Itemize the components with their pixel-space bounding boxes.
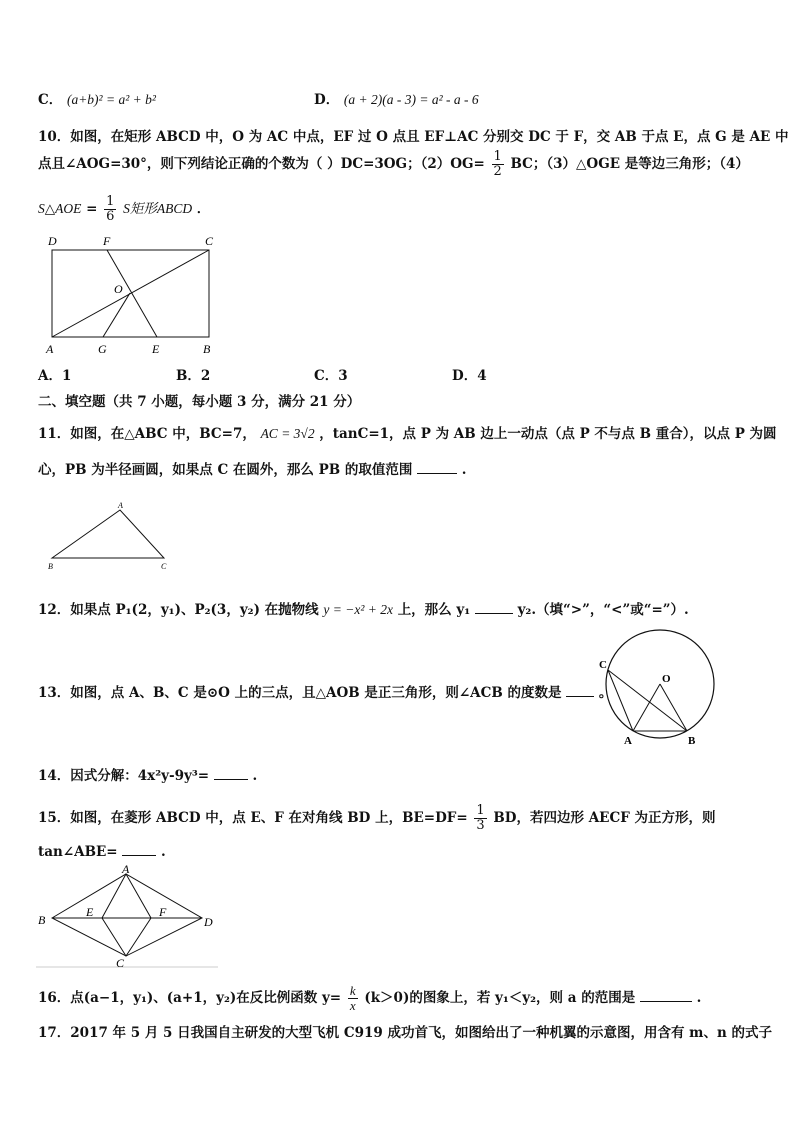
option-d: [314, 88, 479, 108]
q10-fraction-half: [492, 150, 504, 179]
q10-label-b: B: [203, 342, 211, 356]
q15-square-aecf: [102, 874, 151, 956]
q13-label-b: B: [688, 735, 696, 747]
q11-triangle-figure: [42, 500, 177, 575]
q10-label-c: C: [205, 234, 214, 248]
q13-line: [38, 681, 612, 701]
q14-text: 14．因式分解：4x²y-9y³=: [38, 768, 210, 784]
q15-end: .: [161, 844, 166, 860]
q16-frac-den: x: [349, 998, 356, 1013]
option-c-expression: (a+b)² = a² + b²: [66, 92, 156, 107]
q15-rhombus-abcd: [52, 874, 202, 956]
q10-equals: =: [86, 201, 103, 217]
q17-line: 17．2017 年 5 月 5 日我国自主研发的大型飞机 C919 成功首飞，如图给出了一种机翼的示意图，用含有 m、n 的式子: [38, 1025, 772, 1041]
q10-line2: [38, 150, 749, 179]
q10-rectangle-figure: [38, 230, 228, 358]
q10-line2-text-a: 点且∠AOG=30°，则下列结论正确的个数为（ ）DC=3OG；（2）OG=: [38, 156, 485, 172]
q11-line1: [38, 422, 777, 442]
q12-text-c: y₂.（填“>”，“<”或“=”）.: [517, 602, 689, 618]
q11-label-b: B: [48, 562, 53, 571]
q15-label-c: C: [116, 956, 125, 970]
q16-fraction-k-x: [348, 984, 358, 1013]
q16-line: [38, 984, 701, 1013]
q11-answer-blank[interactable]: [417, 461, 457, 474]
q11-text-b: ，tanC=1，点 P 为 AB 边上一动点（点 P 不与点 B 重合），以点 P 为圆: [319, 426, 777, 442]
q13-label-c: C: [599, 659, 607, 671]
q15-line1: [38, 804, 716, 833]
option-row-c-d: [38, 88, 156, 108]
option-c-label: C．: [38, 92, 63, 108]
q13-text: 13．如图，点 A、B、C 是⊙O 上的三点，且△AOB 是正三角形，则∠ACB 的度数是: [38, 685, 562, 701]
q15-frac-num: 1: [476, 803, 485, 818]
q13-circle-figure: [594, 628, 724, 748]
q11-label-a: A: [118, 501, 123, 510]
section-2-heading: 二、填空题（共 7 小题，每小题 3 分，满分 21 分）: [38, 394, 361, 410]
q12-text-a: 12．如果点 P₁(2，y₁)、P₂(3，y₂) 在抛物线: [38, 602, 319, 618]
q12-parabola: y = −x² + 2x: [323, 602, 393, 617]
option-d-expression: (a + 2)(a - 3) = a² - a - 6: [343, 92, 479, 107]
q15-frac-den: 3: [476, 818, 485, 833]
q16-end: .: [696, 990, 702, 1006]
q10-option-d: D．4: [452, 368, 487, 384]
q10-s-aoe: S△AOE: [38, 201, 82, 216]
q13-radius-ob: [660, 684, 687, 731]
q15-fraction-third: [474, 804, 486, 833]
q13-label-a: A: [624, 735, 632, 747]
q11-text-a: 11．如图，在△ABC 中，BC=7，: [38, 426, 256, 442]
q15-rhombus-figure: [36, 864, 222, 972]
q14-answer-blank[interactable]: [214, 767, 248, 780]
q10-option-b: B．2: [176, 368, 211, 384]
q10-frac-num: 1: [493, 149, 502, 164]
q10-option-a: A．1: [38, 368, 72, 384]
q10-frac2-num: 1: [106, 194, 115, 209]
q11-line2-end: .: [461, 462, 467, 478]
q10-label-f: F: [103, 234, 111, 248]
q10-diagonal-ac: [52, 250, 209, 337]
q15-text-b: BD，若四边形 AECF 为正方形，则: [493, 810, 716, 826]
q10-segment-og: [103, 293, 130, 337]
q10-period: ．: [196, 201, 211, 217]
q15-tan: tan∠ABE=: [38, 844, 118, 860]
q11-triangle-abc: [52, 510, 164, 558]
q16-frac-num: k: [349, 983, 356, 998]
q10-option-c: C．3: [314, 368, 348, 384]
q13-end: 。: [598, 685, 613, 701]
q15-label-e: E: [86, 905, 94, 919]
q10-label-d: D: [48, 234, 57, 248]
q10-label-a: A: [46, 342, 54, 356]
q15-label-f: F: [159, 905, 167, 919]
q11-line2: [38, 458, 466, 478]
q15-label-a: A: [122, 864, 130, 876]
q16-text-a: 16．点(a−1，y₁)、(a+1，y₂)在反比例函数 y=: [38, 990, 342, 1006]
q11-label-c: C: [161, 562, 167, 571]
q14-line: [38, 764, 257, 784]
q10-frac2-den: 6: [106, 209, 115, 224]
q10-s-rect: S矩形ABCD: [123, 201, 193, 216]
q15-text-a: 15．如图，在菱形 ABCD 中，点 E、F 在对角线 BD 上，BE=DF=: [38, 810, 468, 826]
option-d-label: D．: [314, 92, 340, 108]
q12-text-b: 上，那么 y₁: [397, 602, 471, 618]
q10-fraction-sixth: [104, 195, 116, 224]
q15-answer-blank[interactable]: [122, 843, 156, 856]
q13-chord-cb: [608, 670, 687, 731]
q14-end: .: [252, 768, 258, 784]
q16-text-b: (k＞0)的图象上，若 y₁＜y₂，则 a 的范围是: [364, 990, 636, 1006]
q10-line3: [38, 195, 210, 224]
q15-label-b: B: [38, 913, 46, 927]
q10-label-o: O: [114, 282, 123, 296]
q10-line1: 10．如图，在矩形 ABCD 中，O 为 AC 中点，EF 过 O 点且 EF⊥AC 分别交 DC 于 F，交 AB 于点 E，点 G 是 AE 中: [38, 129, 789, 145]
q12-line: [38, 598, 689, 618]
q16-answer-blank[interactable]: [640, 989, 692, 1002]
q10-label-g: G: [98, 342, 107, 356]
q13-answer-blank[interactable]: [566, 684, 594, 697]
q10-label-e: E: [152, 342, 160, 356]
q13-label-o: O: [662, 673, 671, 685]
q10-frac-den: 2: [493, 164, 502, 179]
q15-line2: [38, 843, 166, 860]
q11-line2-text: 心，PB 为半径画圆，如果点 C 在圆外，那么 PB 的取值范围: [38, 462, 413, 478]
q11-ac-math: AC = 3√2: [260, 426, 315, 441]
q10-line2-text-b: BC；（3）△OGE 是等边三角形；（4）: [510, 156, 749, 172]
q15-label-d: D: [204, 915, 213, 929]
q12-answer-blank[interactable]: [475, 601, 513, 614]
